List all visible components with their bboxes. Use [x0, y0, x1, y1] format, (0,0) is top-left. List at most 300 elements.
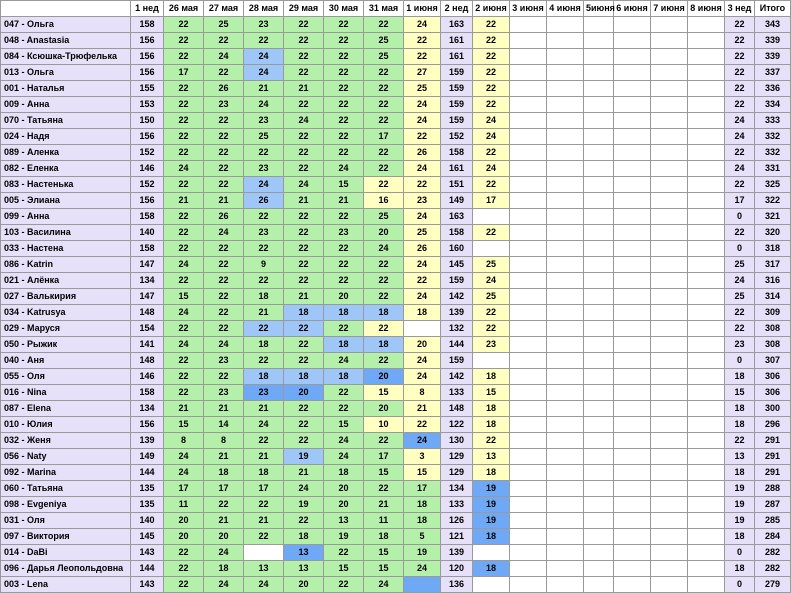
day-cell[interactable] — [547, 289, 584, 305]
day-cell[interactable] — [651, 481, 688, 497]
day-cell[interactable]: 22 — [473, 433, 510, 449]
day-cell[interactable] — [688, 337, 725, 353]
day-cell[interactable]: 17 — [364, 129, 404, 145]
day-cell[interactable] — [651, 289, 688, 305]
day-cell[interactable]: 24 — [204, 337, 244, 353]
day-cell[interactable]: 26 — [404, 145, 441, 161]
day-cell[interactable]: 24 — [404, 257, 441, 273]
day-cell[interactable] — [547, 417, 584, 433]
day-cell[interactable]: 22 — [324, 65, 364, 81]
day-cell[interactable]: 22 — [244, 241, 284, 257]
day-cell[interactable]: 22 — [164, 225, 204, 241]
day-cell[interactable]: 22 — [324, 209, 364, 225]
table-row[interactable] — [1, 321, 791, 337]
day-cell[interactable] — [584, 129, 614, 145]
day-cell[interactable]: 13 — [324, 513, 364, 529]
day-cell[interactable]: 23 — [473, 337, 510, 353]
table-row[interactable] — [1, 65, 791, 81]
day-cell[interactable] — [614, 161, 651, 177]
day-cell[interactable]: 8 — [404, 385, 441, 401]
day-cell[interactable] — [547, 97, 584, 113]
day-cell[interactable]: 22 — [204, 113, 244, 129]
day-cell[interactable] — [510, 209, 547, 225]
day-cell[interactable] — [614, 225, 651, 241]
day-cell[interactable] — [510, 289, 547, 305]
day-cell[interactable] — [547, 529, 584, 545]
day-cell[interactable] — [651, 65, 688, 81]
day-cell[interactable] — [584, 529, 614, 545]
day-cell[interactable]: 21 — [244, 81, 284, 97]
day-cell[interactable]: 24 — [404, 161, 441, 177]
day-cell[interactable] — [651, 209, 688, 225]
day-cell[interactable]: 15 — [324, 561, 364, 577]
column-header-11[interactable]: 3 июня — [510, 1, 547, 17]
day-cell[interactable]: 24 — [324, 433, 364, 449]
day-cell[interactable]: 22 — [284, 337, 324, 353]
day-cell[interactable]: 18 — [244, 337, 284, 353]
day-cell[interactable]: 15 — [364, 545, 404, 561]
day-cell[interactable]: 24 — [404, 97, 441, 113]
day-cell[interactable] — [614, 545, 651, 561]
day-cell[interactable] — [651, 33, 688, 49]
day-cell[interactable]: 22 — [473, 145, 510, 161]
day-cell[interactable] — [614, 353, 651, 369]
day-cell[interactable]: 26 — [244, 193, 284, 209]
participant-name[interactable]: 016 - Nina — [1, 385, 131, 401]
day-cell[interactable] — [584, 33, 614, 49]
day-cell[interactable] — [584, 49, 614, 65]
day-cell[interactable]: 24 — [204, 577, 244, 593]
day-cell[interactable]: 17 — [164, 481, 204, 497]
day-cell[interactable]: 22 — [284, 417, 324, 433]
day-cell[interactable] — [584, 241, 614, 257]
day-cell[interactable] — [510, 369, 547, 385]
day-cell[interactable]: 15 — [164, 289, 204, 305]
day-cell[interactable] — [614, 289, 651, 305]
day-cell[interactable]: 22 — [324, 145, 364, 161]
day-cell[interactable] — [688, 353, 725, 369]
day-cell[interactable] — [584, 257, 614, 273]
day-cell[interactable] — [614, 305, 651, 321]
column-header-3[interactable]: 27 мая — [204, 1, 244, 17]
day-cell[interactable] — [651, 433, 688, 449]
column-header-1[interactable]: 1 нед — [131, 1, 164, 17]
day-cell[interactable]: 22 — [284, 129, 324, 145]
day-cell[interactable] — [584, 561, 614, 577]
day-cell[interactable]: 22 — [473, 305, 510, 321]
day-cell[interactable]: 22 — [324, 273, 364, 289]
day-cell[interactable] — [584, 369, 614, 385]
day-cell[interactable] — [651, 417, 688, 433]
participant-name[interactable]: 103 - Василина — [1, 225, 131, 241]
participant-name[interactable]: 009 - Анна — [1, 97, 131, 113]
day-cell[interactable]: 22 — [324, 545, 364, 561]
day-cell[interactable]: 22 — [364, 289, 404, 305]
day-cell[interactable]: 22 — [284, 513, 324, 529]
table-row[interactable] — [1, 97, 791, 113]
day-cell[interactable]: 22 — [204, 321, 244, 337]
day-cell[interactable] — [510, 529, 547, 545]
day-cell[interactable] — [473, 241, 510, 257]
day-cell[interactable]: 22 — [204, 257, 244, 273]
day-cell[interactable] — [547, 17, 584, 33]
day-cell[interactable]: 22 — [204, 289, 244, 305]
day-cell[interactable] — [510, 433, 547, 449]
table-row[interactable] — [1, 193, 791, 209]
day-cell[interactable] — [651, 577, 688, 593]
table-row[interactable] — [1, 81, 791, 97]
day-cell[interactable]: 22 — [473, 81, 510, 97]
day-cell[interactable]: 18 — [364, 529, 404, 545]
day-cell[interactable]: 22 — [364, 273, 404, 289]
day-cell[interactable]: 22 — [244, 145, 284, 161]
participant-name[interactable]: 087 - Elena — [1, 401, 131, 417]
table-row[interactable] — [1, 513, 791, 529]
day-cell[interactable]: 24 — [404, 113, 441, 129]
day-cell[interactable] — [510, 545, 547, 561]
day-cell[interactable]: 19 — [284, 449, 324, 465]
column-header-16[interactable]: 8 июня — [688, 1, 725, 17]
participant-name[interactable]: 089 - Аленка — [1, 145, 131, 161]
column-header-13[interactable]: 5июня — [584, 1, 614, 17]
day-cell[interactable] — [688, 481, 725, 497]
day-cell[interactable] — [510, 113, 547, 129]
day-cell[interactable]: 18 — [324, 305, 364, 321]
day-cell[interactable] — [510, 81, 547, 97]
day-cell[interactable] — [614, 369, 651, 385]
day-cell[interactable]: 23 — [244, 161, 284, 177]
day-cell[interactable] — [584, 209, 614, 225]
day-cell[interactable]: 22 — [284, 353, 324, 369]
day-cell[interactable]: 18 — [473, 561, 510, 577]
day-cell[interactable]: 22 — [284, 241, 324, 257]
day-cell[interactable] — [688, 81, 725, 97]
day-cell[interactable]: 22 — [284, 65, 324, 81]
table-row[interactable] — [1, 481, 791, 497]
day-cell[interactable]: 24 — [244, 417, 284, 433]
day-cell[interactable] — [614, 481, 651, 497]
day-cell[interactable] — [404, 577, 441, 593]
day-cell[interactable]: 24 — [164, 449, 204, 465]
day-cell[interactable] — [688, 321, 725, 337]
day-cell[interactable] — [614, 209, 651, 225]
day-cell[interactable]: 22 — [284, 145, 324, 161]
day-cell[interactable]: 18 — [404, 513, 441, 529]
day-cell[interactable]: 24 — [324, 449, 364, 465]
day-cell[interactable]: 22 — [324, 49, 364, 65]
day-cell[interactable] — [510, 561, 547, 577]
day-cell[interactable]: 18 — [284, 369, 324, 385]
column-header-4[interactable]: 28 мая — [244, 1, 284, 17]
day-cell[interactable]: 24 — [404, 209, 441, 225]
day-cell[interactable] — [614, 113, 651, 129]
participant-name[interactable]: 056 - Naty — [1, 449, 131, 465]
day-cell[interactable]: 23 — [244, 113, 284, 129]
day-cell[interactable]: 21 — [284, 193, 324, 209]
day-cell[interactable]: 17 — [244, 481, 284, 497]
day-cell[interactable] — [547, 369, 584, 385]
day-cell[interactable]: 22 — [404, 49, 441, 65]
day-cell[interactable] — [688, 577, 725, 593]
day-cell[interactable] — [688, 465, 725, 481]
day-cell[interactable] — [651, 465, 688, 481]
day-cell[interactable] — [510, 17, 547, 33]
table-row[interactable] — [1, 257, 791, 273]
day-cell[interactable] — [584, 401, 614, 417]
day-cell[interactable] — [688, 257, 725, 273]
day-cell[interactable]: 22 — [364, 321, 404, 337]
day-cell[interactable] — [510, 577, 547, 593]
day-cell[interactable] — [651, 561, 688, 577]
table-row[interactable] — [1, 401, 791, 417]
day-cell[interactable]: 19 — [284, 497, 324, 513]
day-cell[interactable] — [688, 417, 725, 433]
day-cell[interactable]: 22 — [284, 225, 324, 241]
day-cell[interactable]: 22 — [244, 321, 284, 337]
day-cell[interactable] — [688, 561, 725, 577]
day-cell[interactable] — [614, 417, 651, 433]
day-cell[interactable]: 18 — [473, 465, 510, 481]
day-cell[interactable]: 21 — [284, 81, 324, 97]
day-cell[interactable] — [510, 481, 547, 497]
day-cell[interactable]: 20 — [204, 529, 244, 545]
day-cell[interactable]: 25 — [364, 209, 404, 225]
day-cell[interactable] — [584, 161, 614, 177]
day-cell[interactable] — [547, 177, 584, 193]
day-cell[interactable] — [547, 193, 584, 209]
day-cell[interactable] — [614, 241, 651, 257]
day-cell[interactable] — [614, 465, 651, 481]
day-cell[interactable]: 20 — [324, 481, 364, 497]
day-cell[interactable]: 22 — [244, 209, 284, 225]
table-row[interactable] — [1, 417, 791, 433]
day-cell[interactable]: 20 — [324, 289, 364, 305]
participant-name[interactable]: 055 - Оля — [1, 369, 131, 385]
day-cell[interactable] — [688, 65, 725, 81]
day-cell[interactable]: 20 — [404, 337, 441, 353]
day-cell[interactable]: 22 — [364, 433, 404, 449]
day-cell[interactable] — [688, 385, 725, 401]
day-cell[interactable] — [651, 337, 688, 353]
day-cell[interactable]: 19 — [324, 529, 364, 545]
day-cell[interactable]: 21 — [284, 465, 324, 481]
day-cell[interactable]: 16 — [364, 193, 404, 209]
day-cell[interactable] — [614, 273, 651, 289]
day-cell[interactable]: 22 — [324, 129, 364, 145]
day-cell[interactable]: 24 — [284, 113, 324, 129]
day-cell[interactable] — [651, 161, 688, 177]
day-cell[interactable]: 19 — [473, 513, 510, 529]
day-cell[interactable] — [510, 49, 547, 65]
day-cell[interactable] — [688, 273, 725, 289]
day-cell[interactable]: 22 — [324, 113, 364, 129]
day-cell[interactable]: 18 — [204, 561, 244, 577]
day-cell[interactable] — [510, 65, 547, 81]
column-header-10[interactable]: 2 июня — [473, 1, 510, 17]
day-cell[interactable]: 18 — [324, 465, 364, 481]
day-cell[interactable] — [547, 561, 584, 577]
day-cell[interactable]: 22 — [244, 273, 284, 289]
day-cell[interactable]: 22 — [324, 257, 364, 273]
day-cell[interactable]: 18 — [473, 529, 510, 545]
day-cell[interactable] — [614, 561, 651, 577]
day-cell[interactable]: 8 — [204, 433, 244, 449]
day-cell[interactable] — [651, 369, 688, 385]
day-cell[interactable] — [651, 273, 688, 289]
day-cell[interactable] — [651, 113, 688, 129]
day-cell[interactable]: 21 — [404, 401, 441, 417]
day-cell[interactable] — [510, 513, 547, 529]
participant-name[interactable]: 083 - Настенька — [1, 177, 131, 193]
day-cell[interactable] — [547, 321, 584, 337]
participant-name[interactable]: 086 - Katrin — [1, 257, 131, 273]
day-cell[interactable]: 21 — [204, 401, 244, 417]
day-cell[interactable]: 22 — [364, 161, 404, 177]
day-cell[interactable]: 22 — [473, 225, 510, 241]
day-cell[interactable] — [584, 353, 614, 369]
table-row[interactable] — [1, 369, 791, 385]
day-cell[interactable]: 22 — [164, 561, 204, 577]
day-cell[interactable] — [688, 305, 725, 321]
day-cell[interactable] — [688, 289, 725, 305]
day-cell[interactable] — [614, 449, 651, 465]
day-cell[interactable]: 20 — [284, 385, 324, 401]
participant-name[interactable]: 027 - Валькирия — [1, 289, 131, 305]
table-row[interactable] — [1, 337, 791, 353]
day-cell[interactable] — [614, 529, 651, 545]
day-cell[interactable] — [584, 225, 614, 241]
day-cell[interactable] — [651, 193, 688, 209]
day-cell[interactable]: 22 — [284, 273, 324, 289]
participant-name[interactable]: 001 - Наталья — [1, 81, 131, 97]
day-cell[interactable]: 15 — [473, 385, 510, 401]
day-cell[interactable] — [614, 33, 651, 49]
day-cell[interactable]: 22 — [244, 497, 284, 513]
day-cell[interactable]: 22 — [473, 97, 510, 113]
day-cell[interactable]: 22 — [204, 273, 244, 289]
day-cell[interactable] — [688, 545, 725, 561]
day-cell[interactable]: 21 — [364, 497, 404, 513]
day-cell[interactable]: 22 — [204, 161, 244, 177]
day-cell[interactable] — [547, 433, 584, 449]
column-header-6[interactable]: 30 мая — [324, 1, 364, 17]
participant-name[interactable]: 005 - Элиана — [1, 193, 131, 209]
day-cell[interactable]: 24 — [284, 481, 324, 497]
day-cell[interactable] — [547, 129, 584, 145]
day-cell[interactable]: 8 — [164, 433, 204, 449]
day-cell[interactable]: 22 — [244, 433, 284, 449]
day-cell[interactable] — [404, 321, 441, 337]
day-cell[interactable] — [584, 337, 614, 353]
day-cell[interactable]: 9 — [244, 257, 284, 273]
day-cell[interactable] — [614, 81, 651, 97]
day-cell[interactable] — [584, 273, 614, 289]
day-cell[interactable] — [547, 481, 584, 497]
day-cell[interactable]: 22 — [473, 17, 510, 33]
day-cell[interactable] — [547, 401, 584, 417]
table-row[interactable] — [1, 33, 791, 49]
day-cell[interactable]: 22 — [204, 177, 244, 193]
day-cell[interactable]: 18 — [473, 401, 510, 417]
day-cell[interactable]: 22 — [164, 129, 204, 145]
day-cell[interactable] — [584, 17, 614, 33]
day-cell[interactable] — [688, 113, 725, 129]
day-cell[interactable]: 22 — [244, 33, 284, 49]
day-cell[interactable]: 5 — [404, 529, 441, 545]
day-cell[interactable] — [510, 465, 547, 481]
participant-name[interactable]: 048 - Anastasia — [1, 33, 131, 49]
table-row[interactable] — [1, 49, 791, 65]
day-cell[interactable]: 11 — [164, 497, 204, 513]
day-cell[interactable]: 22 — [364, 113, 404, 129]
day-cell[interactable]: 25 — [204, 17, 244, 33]
day-cell[interactable] — [473, 353, 510, 369]
participant-name[interactable]: 096 - Дарья Леопольдовна — [1, 561, 131, 577]
day-cell[interactable]: 15 — [324, 417, 364, 433]
day-cell[interactable] — [547, 65, 584, 81]
day-cell[interactable] — [584, 177, 614, 193]
day-cell[interactable] — [547, 385, 584, 401]
day-cell[interactable] — [688, 401, 725, 417]
participant-name[interactable]: 031 - Оля — [1, 513, 131, 529]
day-cell[interactable]: 24 — [164, 257, 204, 273]
participant-name[interactable]: 084 - Ксюшка-Трюфелька — [1, 49, 131, 65]
day-cell[interactable]: 24 — [364, 241, 404, 257]
day-cell[interactable] — [614, 177, 651, 193]
day-cell[interactable] — [688, 193, 725, 209]
day-cell[interactable] — [651, 177, 688, 193]
participant-name[interactable]: 047 - Ольга — [1, 17, 131, 33]
day-cell[interactable]: 22 — [284, 401, 324, 417]
day-cell[interactable]: 22 — [473, 65, 510, 81]
day-cell[interactable] — [584, 305, 614, 321]
day-cell[interactable]: 22 — [364, 97, 404, 113]
day-cell[interactable]: 26 — [404, 241, 441, 257]
day-cell[interactable] — [688, 225, 725, 241]
day-cell[interactable] — [584, 481, 614, 497]
day-cell[interactable]: 18 — [244, 289, 284, 305]
day-cell[interactable]: 22 — [284, 97, 324, 113]
day-cell[interactable]: 11 — [364, 513, 404, 529]
day-cell[interactable] — [614, 193, 651, 209]
day-cell[interactable]: 18 — [364, 305, 404, 321]
day-cell[interactable]: 22 — [164, 209, 204, 225]
day-cell[interactable] — [547, 577, 584, 593]
day-cell[interactable] — [510, 273, 547, 289]
day-cell[interactable] — [651, 49, 688, 65]
day-cell[interactable]: 22 — [164, 321, 204, 337]
day-cell[interactable] — [651, 225, 688, 241]
day-cell[interactable] — [614, 97, 651, 113]
day-cell[interactable]: 13 — [284, 545, 324, 561]
day-cell[interactable] — [614, 17, 651, 33]
day-cell[interactable] — [651, 305, 688, 321]
day-cell[interactable]: 22 — [404, 129, 441, 145]
day-cell[interactable] — [688, 449, 725, 465]
day-cell[interactable] — [510, 321, 547, 337]
day-cell[interactable]: 23 — [404, 193, 441, 209]
day-cell[interactable]: 22 — [284, 161, 324, 177]
day-cell[interactable]: 22 — [204, 241, 244, 257]
day-cell[interactable]: 21 — [164, 401, 204, 417]
table-row[interactable] — [1, 305, 791, 321]
table-row[interactable] — [1, 273, 791, 289]
day-cell[interactable] — [510, 337, 547, 353]
day-cell[interactable] — [614, 401, 651, 417]
day-cell[interactable] — [688, 513, 725, 529]
day-cell[interactable] — [651, 257, 688, 273]
day-cell[interactable]: 24 — [204, 49, 244, 65]
